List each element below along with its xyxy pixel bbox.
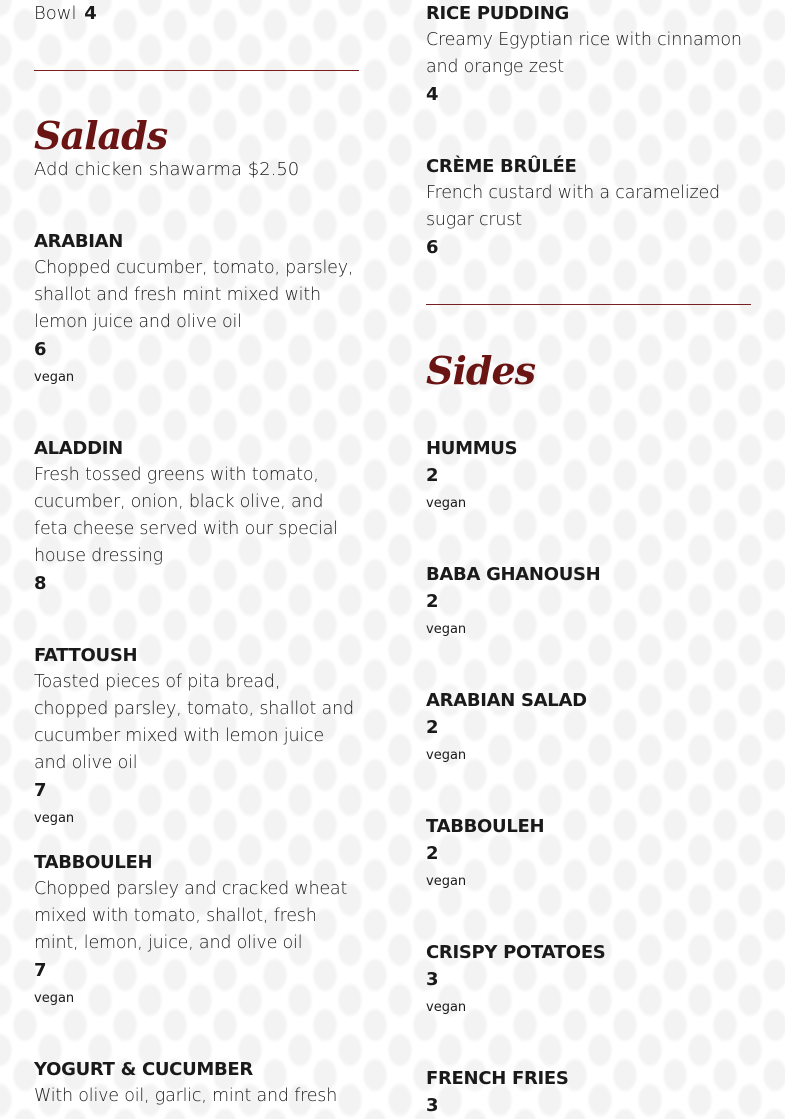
menu-item-french-fries <box>426 1065 751 1119</box>
item-price: 7 <box>34 780 47 801</box>
item-name: CRÈME BRÛLÉE <box>426 156 577 177</box>
item-price: 2 <box>426 591 439 612</box>
item-price: 2 <box>426 843 439 864</box>
item-description: Chopped parsley and cracked wheat mixed with tomato, shallot, fresh mint, lemon, juice, and olive oil <box>34 879 348 953</box>
vegan-tag: vegan <box>426 1000 467 1015</box>
section-divider <box>426 304 751 305</box>
menu-item-baba-ghanoush <box>426 561 751 644</box>
menu-item-fattoush <box>34 642 359 833</box>
item-name: RICE PUDDING <box>426 3 569 24</box>
menu-item-crispy-potatoes <box>426 939 751 1022</box>
vegan-tag: vegan <box>426 622 467 637</box>
item-description: With olive oil, garlic, mint and fresh <box>34 1086 338 1106</box>
item-name: ALADDIN <box>34 438 123 459</box>
item-description: Creamy Egyptian rice with cinnamon and orange zest <box>426 30 742 77</box>
item-price: 2 <box>426 717 439 738</box>
menu-item-creme-brulee <box>426 153 751 261</box>
item-description: Chopped cucumber, tomato, parsley, shallot and fresh mint mixed with lemon juice and olive oil <box>34 258 354 332</box>
item-name: BABA GHANOUSH <box>426 564 601 585</box>
item-price: 6 <box>426 237 439 258</box>
item-price: 3 <box>426 969 439 990</box>
menu-item-yogurt-cucumber <box>34 1056 359 1110</box>
menu-item-tabbouleh <box>34 849 359 1013</box>
vegan-tag: vegan <box>426 496 467 511</box>
menu-item-tabbouleh-side <box>426 813 751 896</box>
item-price: 2 <box>426 465 439 486</box>
item-description: French custard with a caramelized sugar crust <box>426 183 720 230</box>
bowl-price: 4 <box>84 3 97 24</box>
item-name: ARABIAN SALAD <box>426 690 587 711</box>
item-name: FRENCH FRIES <box>426 1068 569 1089</box>
bowl-line <box>34 2 97 26</box>
item-description: Toasted pieces of pita bread, chopped parsley, tomato, shallot and cucumber mixed with lemon juice and olive oil <box>34 672 354 773</box>
item-name: FATTOUSH <box>34 645 138 666</box>
item-name: TABBOULEH <box>34 852 153 873</box>
item-price: 7 <box>34 960 47 981</box>
vegan-tag: vegan <box>34 991 75 1006</box>
item-price: 3 <box>426 1095 439 1116</box>
menu-item-rice-pudding <box>426 0 751 108</box>
item-name: YOGURT & CUCUMBER <box>34 1059 253 1080</box>
item-name: ARABIAN <box>34 231 124 252</box>
sides-section-title: Sides <box>426 348 536 393</box>
vegan-tag: vegan <box>426 748 467 763</box>
item-name: TABBOULEH <box>426 816 545 837</box>
bowl-label: Bowl <box>34 3 77 24</box>
menu-item-arabian-salad <box>426 687 751 770</box>
item-name: CRISPY POTATOES <box>426 942 606 963</box>
section-divider <box>34 70 359 71</box>
vegan-tag: vegan <box>34 811 75 826</box>
menu-item-arabian <box>34 228 359 392</box>
vegan-tag: vegan <box>34 370 75 385</box>
item-price: 6 <box>34 339 47 360</box>
salads-note: Add chicken shawarma $2.50 <box>34 159 300 180</box>
item-name: HUMMUS <box>426 438 518 459</box>
salads-section-title: Salads <box>34 113 168 158</box>
item-price: 8 <box>34 573 47 594</box>
item-description: Fresh tossed greens with tomato, cucumber, onion, black olive, and feta cheese served with our special house dressing <box>34 465 338 566</box>
vegan-tag: vegan <box>426 874 467 889</box>
item-price: 4 <box>426 84 439 105</box>
menu-item-aladdin <box>34 435 359 597</box>
menu-item-hummus <box>426 435 751 518</box>
